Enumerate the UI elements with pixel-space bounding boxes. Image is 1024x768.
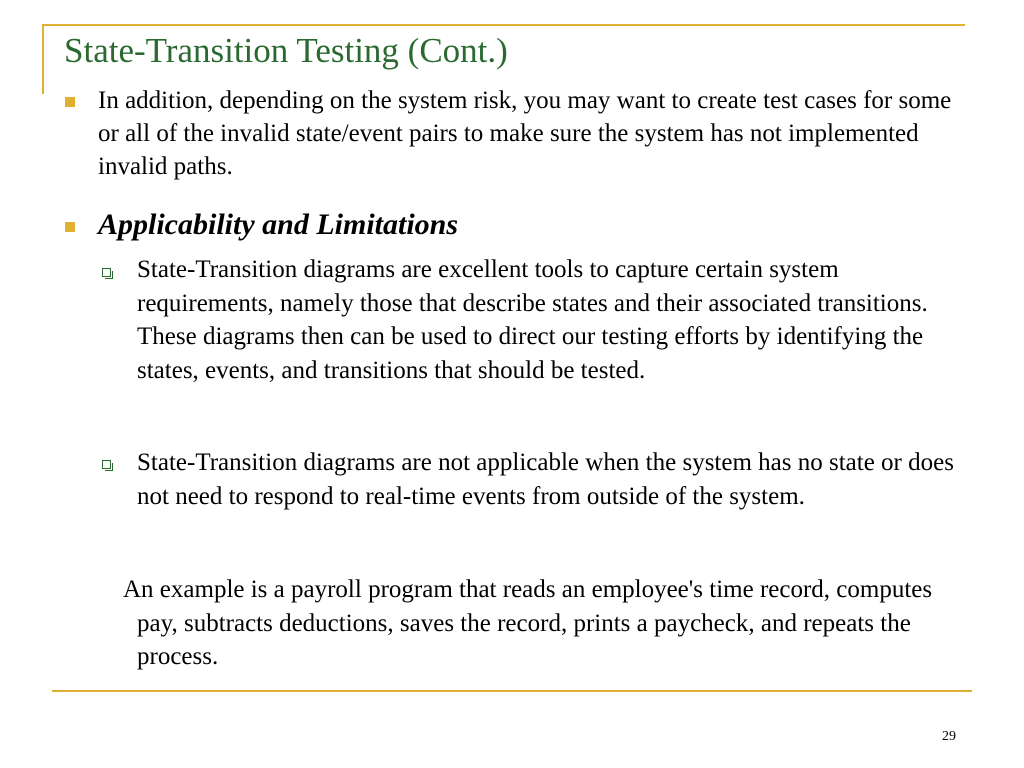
slide-title: State-Transition Testing (Cont.) (64, 31, 508, 70)
bullet-text: In addition, depending on the system risk, you may want to create test cases for some or all of the invalid state/event pairs to make sure the system has not implemented invalid paths. (98, 87, 952, 180)
hollow-square-bullet-icon (102, 268, 111, 277)
sub-bullet-text: State-Transition diagrams are excellent tools to capture certain system requirements, namely those that describe states and their associated transitions. These diagrams then can be used to direct our testing efforts by identifying the states, events, and transitions that should be tested. (137, 256, 928, 384)
page-number: 29 (942, 729, 956, 744)
square-bullet-icon (65, 97, 75, 107)
section-heading: Applicability and Limitations (98, 208, 459, 241)
frame-bottom-rule (52, 690, 972, 692)
hollow-square-bullet-icon (102, 460, 111, 469)
square-bullet-icon (65, 222, 75, 232)
sub-bullet-text: State-Transition diagrams are not applicable when the system has no state or does not need to respond to real-time events from outside of the system. (137, 449, 954, 510)
example-paragraph: An example is a payroll program that reads an employee's time record, computes pay, subtracts deductions, saves the record, prints a paycheck, and repeats the process. (123, 576, 933, 670)
